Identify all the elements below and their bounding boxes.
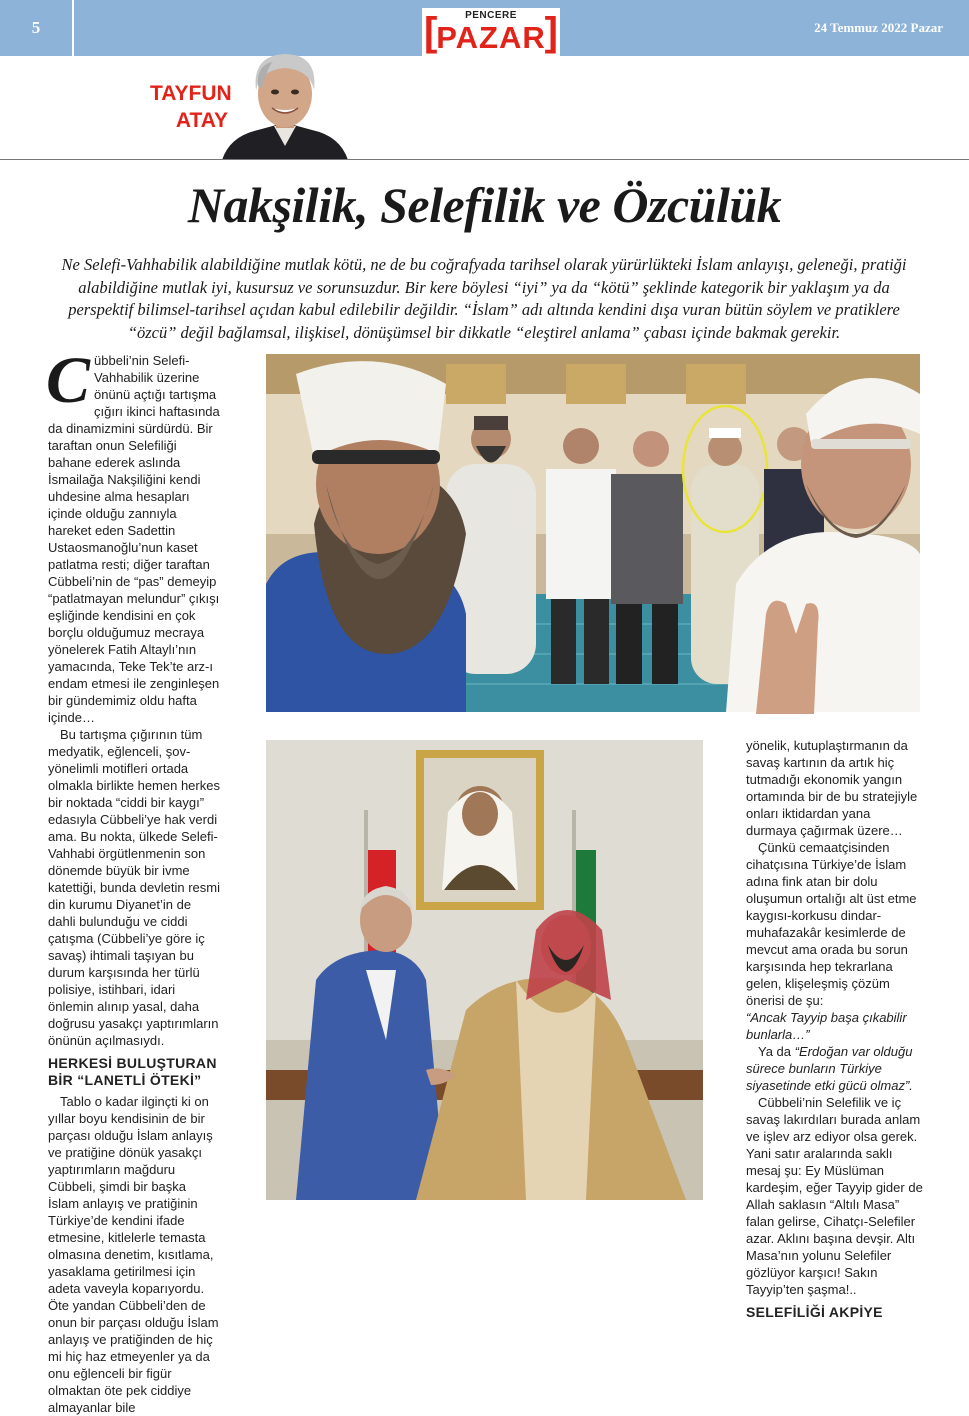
- quote: “Erdoğan var olduğu sürece bunların Türkiye siyasetinde etki gücü olmaz”.: [746, 1044, 913, 1093]
- divider: [72, 0, 74, 56]
- mosque-group-photo: [266, 354, 920, 712]
- article-column-3: [746, 737, 924, 1320]
- paragraph: übbeli’nin Selefi-Vahhabilik üzerine önünü açtığı tartışma çığırı ikinci haftasında da dinamizmini sürdürdü. Bir taraftan onun Selefiliği bahane ederek aslında İsmailağa Nakşiliğini kendi uhdesine alma hesapları içinde olduğu zannıyla hareket eden Sadettin Ustaosmanoğlu’nun kaset patlatma resti; diğer taraftan Cübbeli’nin de “pas” demeyip “patlatmayan melundur” çıkışı eşliğinde kendisini en çok borçlu olduğumuz mecraya yönelerek Fatih Altaylı’nın yamacında, Teke Tek’te arz-ı endam etmesi ile zenginleşen bir gündemimiz oldu hafta içinde…: [48, 353, 220, 725]
- paragraph: Çünkü cemaatçisinden cihatçısına Türkiye’de İslam adına fink atan bir dolu oluşumun ortalığı alt üst etme kaygısı-korkusu dindar-muhafazakâr kesimlerde de mevcut ama orada bu sorun karşısında hep tekrarlana gelen, klişeleşmiş çözüm önerisi de şu:: [746, 840, 917, 1008]
- article-dek: Ne Selefi-Vahhabilik alabildiğine mutlak kötü, ne de bu coğrafyada tarihsel olarak yürürlükteki İslam anlayışı, geleneği, pratiği alabildiğine mutlak iyi, kusursuz ve sorunsuzdur. Bir kere böylesi “iyi” ya da “kötü” şeklinde kategorik bir yaklaşım ya da perspektif bilimsel-tarihsel açıdan kabul edilebilir değildir. “İslam” adı altında kendini dışa vuran bütün söylem ve pratiklere “özcü” değil bağlamsal, ilişkisel, dönüşümsel bir dikkatle “eleştirel anlama” çabası içinde bakmak gerekir.: [61, 255, 907, 342]
- drop-cap: C: [46, 344, 91, 417]
- masthead-pazar: PAZAR: [436, 20, 546, 55]
- author-name: [150, 80, 232, 134]
- article-headline: Nakşilik, Selefilik ve Özcülük: [187, 177, 782, 233]
- handshake-photo: [266, 740, 703, 1200]
- masthead-pencere: PENCERE: [465, 10, 517, 21]
- page-number: 5: [31, 18, 41, 37]
- issue-date: 24 Temmuz 2022 Pazar: [814, 20, 943, 35]
- paragraph: Tablo o kadar ilginçti ki on yıllar boyu kendisinin de bir parçası olduğu İslam anlayış ve pratiğine dönük yasakçı yaptırımların mağduru Cübbeli, şimdi bir başka İslam anlayış ve pratiğinin Türkiye’de kendini ifade etmesine, kitlelerle temasta olmasına denetim, kısıtlama, yasaklama getirilmesi için adeta vaveyla koparıyordu. Öte yandan Cübbeli’den de onun bir parçası olduğu İslam anlayış ve pratiğinden de hiç mi hiç haz etmeyenler ya da onu eğlenceli bir figür olmaktan öte pek ciddiye almayanlar bile: [48, 1094, 219, 1415]
- quote: “Ancak Tayyip başa çıkabilir bunlarla…”: [746, 1010, 907, 1042]
- author-first-name: TAYFUN: [150, 82, 232, 105]
- subheading: SELEFİLİĞİ AKPİYE: [746, 1304, 883, 1320]
- paragraph: Bu tartışma çığırının tüm medyatik, eğlenceli, şov-yönelimli motifleri ortada olmakla birlikte hemen herkes bir noktada “ciddi bir kaygı” edasıyla Cübbeli’ye hak verdi ama. Bu nokta, ülkede Selefi-Vahhabi örgütlenmenin son dönemde büyük bir ivme katettiği, bunda devletin resmi din kurumu Diyanet’in de dahli bulunduğu ve ciddi çatışma (Cübbeli’ye göre iç savaş) ihtimali taşıyan bu durum karşısında her türlü polisiye, istihbari, idari önlemin alınıp yasal, daha doğrusu yasakçı yaptırımların önünün açılmasıydı.: [48, 727, 220, 1048]
- masthead-logo: [ ] PENCERE PAZAR: [424, 10, 558, 55]
- author-photo: [222, 46, 348, 160]
- text: Ya da: [758, 1044, 792, 1059]
- author-last-name: ATAY: [175, 109, 228, 132]
- paragraph: Cübbeli’nin Selefilik ve iç savaş lakırdıları burada anlam ve işlev arz ediyor olsa gerek. Yani satır aralarında saklı mesaj şu: Ey Müslüman kardeşim, eğer Tayyip gider de Allah saklasın “Altılı Masa” falan gelirse, Cihatçı-Selefiler azar. Aklını başına devşir. Altı Masa’nın yolunu Selefiler gözlüyor karşıcı! Sakın Tayyip’ten şaşma!..: [746, 1095, 923, 1297]
- paragraph: yönelik, kutuplaştırmanın da savaş kartının da artık hiç tutmadığı ekonomik yangın ortamında bir de bu stratejiyle onları iktidardan yana durmaya çağırmak üzere…: [746, 738, 918, 838]
- subheading: HERKESİ BULUŞTURAN BİR “LANETLİ ÖTEKİ”: [48, 1055, 217, 1088]
- header-rule: [0, 159, 969, 160]
- article-column-1: [46, 344, 220, 1415]
